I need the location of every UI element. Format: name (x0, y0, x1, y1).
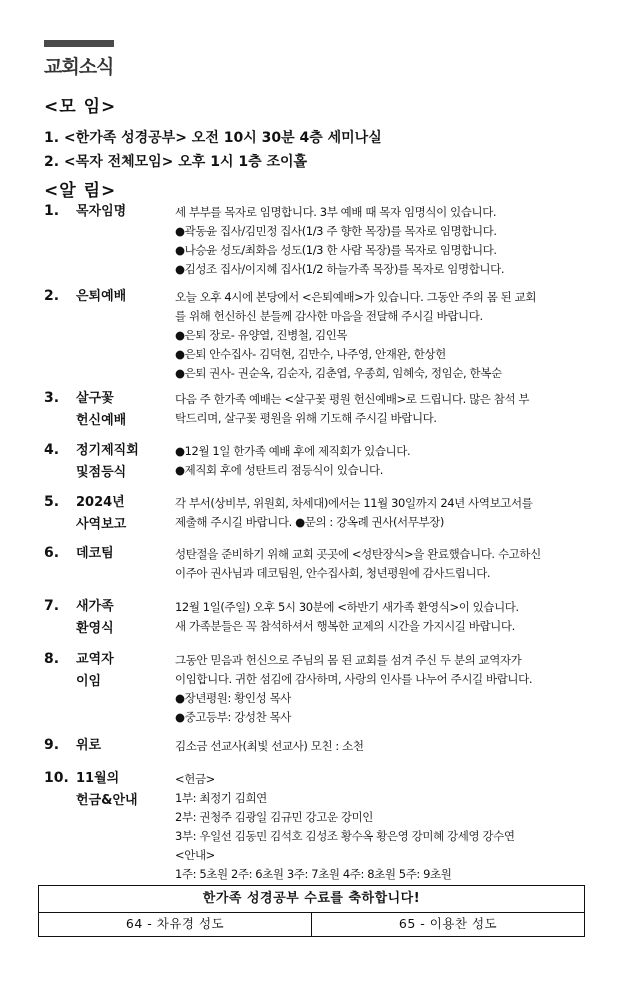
notice-line: 성탄절을 준비하기 위해 교회 곳곳에 <성탄장식>을 완료했습니다. 수고하신 (175, 547, 541, 561)
notice-title-line: 새가족 (76, 599, 114, 614)
graduate-cell: 65 - 이용찬 성도 (311, 913, 584, 936)
notice-title-line: 11월의 (76, 771, 120, 786)
notice-title-line: 이임 (76, 674, 102, 689)
notice-title-line: 사역보고 (76, 517, 127, 532)
notice-title-line: 교역자 (76, 652, 114, 667)
header-bar (44, 40, 114, 47)
notice-title-line: 헌금&안내 (76, 793, 138, 808)
notice-line: 다음 주 한가족 예배는 <살구꽃 평원 헌신예배>로 드립니다. 많은 참석 부 (175, 392, 530, 406)
notice-number: 1. (44, 203, 60, 219)
notice-line: <안내> (175, 848, 215, 862)
meeting-item-2: 2. <목자 전체모임> 오후 1시 1층 조이홀 (44, 154, 308, 170)
notice-line: ●은퇴 안수집사- 김덕현, 김만수, 나주영, 안재완, 한상헌 (175, 347, 446, 361)
notice-body (175, 545, 615, 583)
notice-title-line: 은퇴예배 (76, 289, 127, 304)
notice-line: 세 부부를 목자로 임명합니다. 3부 예배 때 목자 임명식이 있습니다. (175, 205, 497, 219)
notice-line: ●중고등부: 강성찬 목사 (175, 710, 292, 724)
notice-body (175, 737, 615, 756)
notice-number: 10. (44, 770, 69, 786)
page-title: 교회소식 (44, 56, 114, 78)
notice-line: ●나승윤 성도/최화음 성도(1/3 한 사람 목장)를 목자로 임명합니다. (175, 243, 497, 257)
notice-body (175, 770, 615, 884)
notice-line: ●은퇴 장로- 유양열, 진병철, 김인목 (175, 328, 348, 342)
notice-line: 각 부서(상비부, 위원회, 차세대)에서는 11월 30일까지 24년 사역보고서를 (175, 496, 533, 510)
notice-title-line: 살구꽃 (76, 391, 114, 406)
notice-number: 5. (44, 494, 60, 510)
notice-body (175, 203, 615, 279)
notice-line: 김소금 선교사(최빛 선교사) 모친 : 소천 (175, 739, 364, 753)
notice-line: 오늘 오후 4시에 본당에서 <은퇴예배>가 있습니다. 그동안 주의 몸 된 교회 (175, 290, 537, 304)
notice-number: 2. (44, 288, 60, 304)
notice-line: 12월 1일(주일) 오후 5시 30분에 <하반기 새가족 환영식>이 있습니다. (175, 600, 519, 614)
notice-body (175, 494, 615, 532)
congratulations-title: 한가족 성경공부 수료를 축하합니다! (39, 886, 584, 913)
notice-line: 2부: 권청주 김광일 김규민 강고운 강미인 (175, 810, 374, 824)
notice-title (76, 494, 176, 538)
notice-number: 9. (44, 737, 60, 753)
notice-number: 4. (44, 442, 60, 458)
notice-body (175, 651, 615, 727)
notice-body (175, 598, 615, 636)
graduate-cell: 64 - 차유경 성도 (125, 916, 225, 931)
notice-body (175, 390, 615, 428)
notices-heading: <알 림> (44, 181, 117, 201)
notice-title-line: 및점등식 (76, 465, 127, 480)
notice-number: 3. (44, 390, 60, 406)
notice-line: 3부: 우일선 김동민 김석호 김성조 황수옥 황은영 강미혜 강세영 강수연 (175, 829, 515, 843)
notice-line: ●곽동윤 집사/김민정 집사(1/3 주 향한 목장)를 목자로 임명합니다. (175, 224, 497, 238)
notice-number: 6. (44, 545, 60, 561)
notice-line: ●제직회 후에 성탄트리 점등식이 있습니다. (175, 463, 383, 477)
notice-title (76, 203, 176, 225)
notice-line: ●은퇴 권사- 권순옥, 김순자, 김춘엽, 우종희, 임혜숙, 정임순, 한복순 (175, 366, 502, 380)
notice-title (76, 545, 176, 567)
notice-line: 그동안 믿음과 헌신으로 주님의 몸 된 교회를 섬겨 주신 두 분의 교역자가 (175, 653, 522, 667)
notice-title-line: 환영식 (76, 621, 114, 636)
notice-line: 새 가족분들은 꼭 참석하셔서 행복한 교제의 시간을 가지시길 바랍니다. (175, 619, 515, 633)
notice-number: 8. (44, 651, 60, 667)
meeting-item-1: 1. <한가족 성경공부> 오전 10시 30분 4층 세미나실 (44, 130, 382, 146)
notice-title (76, 390, 176, 434)
notice-title-line: 2024년 (76, 495, 125, 510)
meetings-heading: <모 임> (44, 97, 117, 117)
notice-title-line: 목자임명 (76, 204, 127, 219)
notice-line: ●김성조 집사/이지혜 집사(1/2 하늘가족 목장)를 목자로 임명합니다. (175, 262, 505, 276)
notice-title (76, 442, 176, 486)
notice-title-line: 위로 (76, 738, 102, 753)
notice-line: 제출해 주시길 바랍니다. ●문의 : 강옥례 권사(서무부장) (175, 515, 444, 529)
notice-line: 1주: 5초원 2주: 6초원 3주: 7초원 4주: 8초원 5주: 9초원 (175, 867, 452, 881)
notice-body (175, 442, 615, 480)
notice-line: 이주아 권사님과 데코팀원, 안수집사회, 청년평원에 감사드립니다. (175, 566, 491, 580)
notice-title (76, 737, 176, 759)
congratulations-row (39, 913, 584, 936)
notice-title-line: 헌신예배 (76, 413, 127, 428)
notice-title-line: 정기제직회 (76, 443, 139, 458)
notice-number: 7. (44, 598, 60, 614)
notice-line: ●12월 1일 한가족 예배 후에 제직회가 있습니다. (175, 444, 411, 458)
notice-line: 이임합니다. 귀한 섬김에 감사하며, 사랑의 인사를 나누어 주시길 바랍니다. (175, 672, 533, 686)
notice-line: ●장년평원: 황인성 목사 (175, 691, 292, 705)
notice-line: 를 위해 헌신하신 분들께 감사한 마음을 전달해 주시길 바랍니다. (175, 309, 483, 323)
notice-title (76, 770, 176, 814)
notice-title (76, 651, 176, 695)
notice-title-line: 데코팀 (76, 546, 114, 561)
notice-title (76, 598, 176, 642)
congratulations-box (38, 885, 585, 937)
notice-line: 탁드리며, 살구꽃 평원을 위해 기도해 주시길 바랍니다. (175, 411, 437, 425)
notice-line: <헌금> (175, 772, 215, 786)
notice-line: 1부: 최정기 김희연 (175, 791, 267, 805)
notice-body (175, 288, 615, 383)
notice-title (76, 288, 176, 310)
